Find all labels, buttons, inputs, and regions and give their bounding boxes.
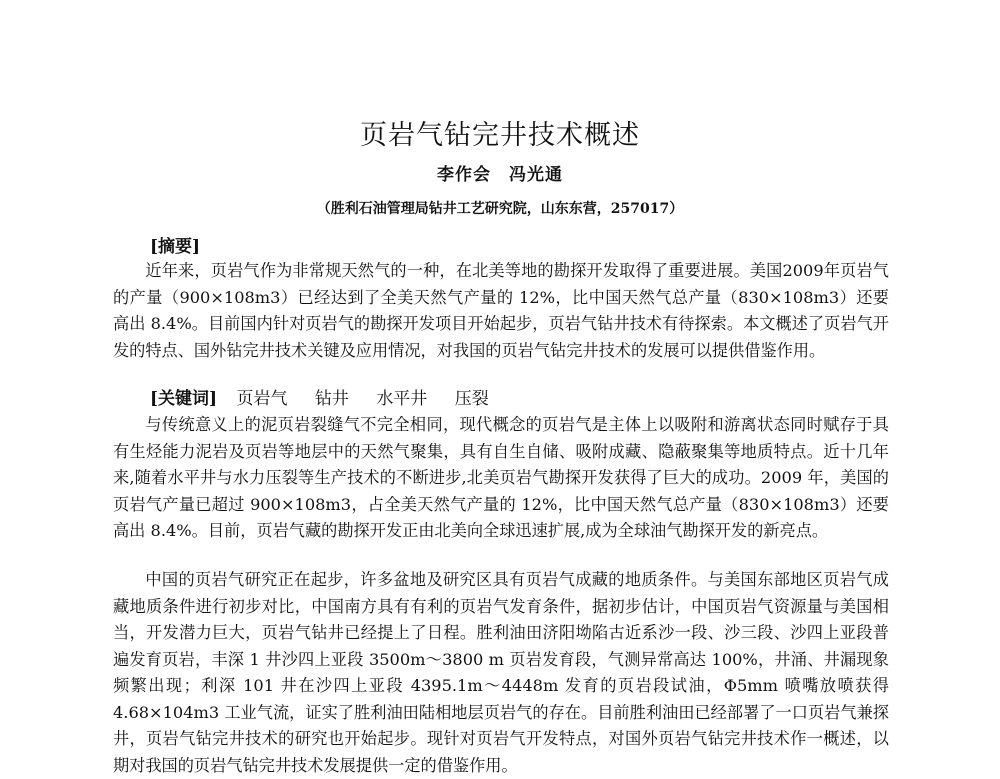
- keywords-row: [150, 384, 511, 409]
- abstract-text: 近年来，页岩气作为非常规天然气的一种，在北美等地的勘探开发取得了重要进展。美国2009年页岩气的产量（900×108m3）已经达到了全美天然气产量的 12%，比中国天然气总产量（830×108m3）还要高出 8.4%。目前国内针对页岩气的勘探开发项目开始起步，页岩气钻井技术有待探索。本文概述了页岩气开发的特点、国外钻完井技术关键及应用情况，对我国的页岩气钻完井技术的发展可以提供借鉴作用。: [113, 261, 889, 360]
- keywords-label: [关键词]: [150, 389, 218, 409]
- keyword: 页岩气: [236, 389, 288, 409]
- body-paragraph-1: 与传统意义上的泥页岩裂缝气不完全相同，现代概念的页岩气是主体上以吸附和游离状态同时赋存于具有生烃能力泥岩及页岩等地层中的天然气聚集，具有自生自储、吸附成藏、隐蔽聚集等地质特点。近十几年来,随着水平井与水力压裂等生产技术的不断进步,北美页岩气勘探开发获得了巨大的成功。2009 年，美国的页岩气产量已超过 900×108m3，占全美天然气产量的 12%，比中国天然气总产量（830×108m3）还要高出 8.4%。目前，页岩气藏的勘探开发正由北美向全球迅速扩展,成为全球油气勘探开发的新亮点。: [113, 415, 889, 540]
- keyword: 钻井: [314, 389, 349, 409]
- keyword: 压裂: [454, 389, 489, 409]
- keyword: 水平井: [376, 389, 428, 409]
- author-names: 李作会 冯光通: [437, 165, 563, 185]
- author-affiliation: （胜利石油管理局钻井工艺研究院，山东东营，257017）: [316, 201, 684, 217]
- paper-title: 页岩气钻完井技术概述: [360, 120, 640, 151]
- abstract-heading: [摘要]: [150, 237, 201, 257]
- body-paragraph-2: 中国的页岩气研究正在起步，许多盆地及研究区具有页岩气成藏的地质条件。与美国东部地区页岩气成藏地质条件进行初步对比，中国南方具有有利的页岩气发育条件，据初步估计，中国页岩气资源量与美国相当，开发潜力巨大，页岩气钻井已经提上了日程。胜利油田济阳坳陷古近系沙一段、沙三段、沙四上亚段普遍发育页岩，丰深 1 井沙四上亚段 3500m～3800 m 页岩发育段，气测异常高达 100%，井涌、井漏现象频繁出现；利深 101 井在沙四上亚段 4395.1m～4448m 发育的页岩段试油，Φ5mm 喷嘴放喷获得 4.68×104m3 工业气流，证实了胜利油田陆相地层页岩气的存在。目前胜利油田已经部署了一口页岩气兼探井，页岩气钻完井技术的研究也开始起步。现针对页岩气开发特点，对国外页岩气钻完井技术作一概述，以期对我国的页岩气钻完井技术发展提供一定的借鉴作用。: [113, 570, 889, 775]
